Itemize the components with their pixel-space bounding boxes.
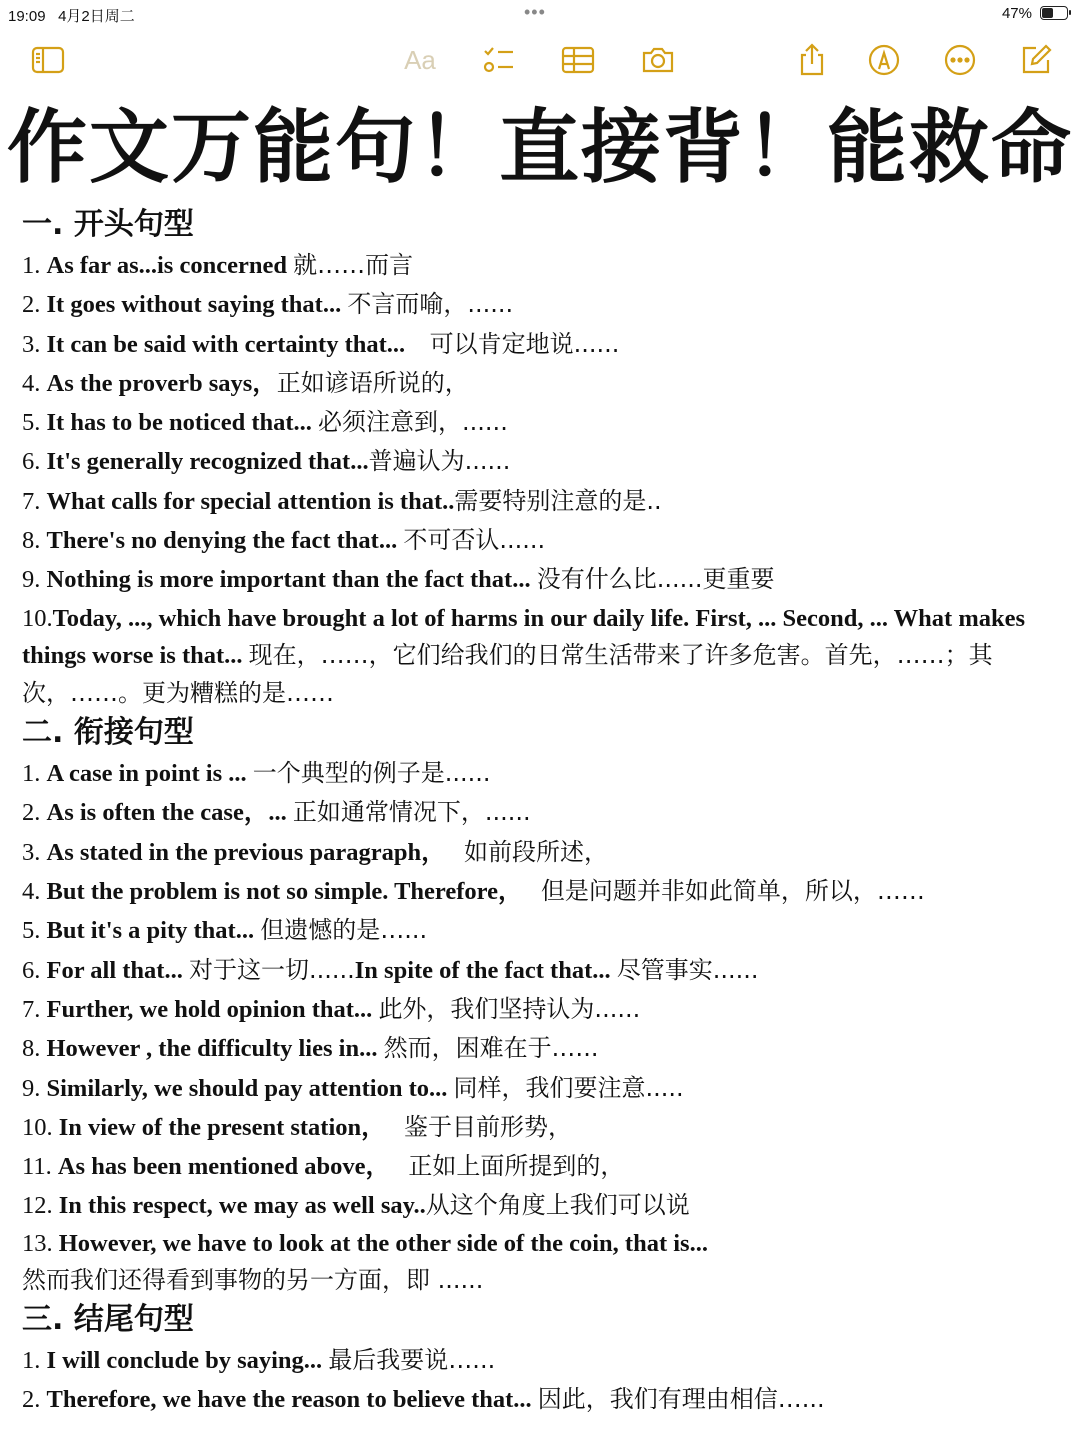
english-phrase: Therefore, we have the reason to believe that... xyxy=(46,1386,532,1414)
compose-icon xyxy=(1018,42,1054,78)
chinese-translation: 如前段所述， xyxy=(463,837,608,866)
chinese-translation: 然而我们还得看到事物的另一方面，即 ...... xyxy=(22,1265,484,1294)
english-phrase: But it's a pity that... xyxy=(46,917,255,945)
english-phrase: In spite of the fact that... xyxy=(354,956,611,984)
english-phrase: There's no denying the fact that... xyxy=(46,527,398,555)
multitasking-dots[interactable]: ••• xyxy=(524,2,546,22)
markup-icon xyxy=(866,42,902,78)
english-phrase: In this respect, we may as well say.. xyxy=(58,1192,426,1220)
item-number: 11. xyxy=(22,1153,52,1181)
list-item xyxy=(22,364,1067,403)
battery-icon xyxy=(1040,6,1068,20)
list-item xyxy=(22,793,1067,832)
item-number: 10. xyxy=(22,1113,53,1141)
sidebar-icon xyxy=(30,42,66,78)
english-phrase: As far as...is concerned xyxy=(46,252,287,279)
item-number: 8. xyxy=(22,527,41,555)
item-number: 1. xyxy=(22,760,41,788)
share-icon xyxy=(794,42,830,78)
item-number: 6. xyxy=(22,956,41,984)
item-number: 9. xyxy=(22,566,41,594)
compose-button[interactable] xyxy=(1016,40,1056,80)
list-item xyxy=(22,951,1067,990)
note-body[interactable] xyxy=(22,204,1067,1419)
format-text-icon: Aa xyxy=(404,44,436,75)
chinese-translation: 没有什么比......更重要 xyxy=(536,565,775,594)
chinese-translation: 但遗憾的是…... xyxy=(260,916,428,945)
chinese-translation: 最后我要说…... xyxy=(328,1345,496,1374)
english-phrase: As stated in the previous paragraph， xyxy=(46,838,446,866)
list-item xyxy=(22,833,1067,872)
item-number: 10. xyxy=(22,604,53,632)
item-number: 4. xyxy=(22,369,41,397)
item-number: 12. xyxy=(22,1192,53,1220)
english-phrase: As has been mentioned above， xyxy=(57,1153,390,1181)
item-number: 6. xyxy=(22,448,41,476)
camera-icon xyxy=(640,42,676,78)
english-phrase: Further, we hold opinion that... xyxy=(46,995,373,1023)
english-phrase: However , the difficulty lies in... xyxy=(46,1035,378,1063)
table-button[interactable] xyxy=(558,40,598,80)
item-number: 5. xyxy=(22,917,41,945)
list-item xyxy=(22,442,1067,481)
list-item xyxy=(22,1380,1067,1419)
item-number: 8. xyxy=(22,1035,41,1063)
list-item xyxy=(22,1108,1067,1147)
battery-percentage: 47% xyxy=(1001,5,1032,22)
list-item xyxy=(22,1186,1067,1225)
list-item xyxy=(22,600,1067,713)
item-number: 7. xyxy=(22,487,41,515)
english-phrase: It has to be noticed that... xyxy=(46,409,312,437)
english-phrase: For all that... xyxy=(46,956,183,984)
chinese-translation: 可以肯定地说...... xyxy=(429,329,620,358)
chinese-translation: 对于这一切...... xyxy=(188,955,355,984)
chinese-translation: 鉴于目前形势， xyxy=(404,1112,573,1141)
chinese-translation: 普遍认为...... xyxy=(368,447,511,476)
chinese-translation: 正如谚语所说的， xyxy=(276,368,469,397)
checklist-icon xyxy=(480,42,516,78)
notes-toolbar xyxy=(0,40,1080,84)
english-phrase: As is often the case，... xyxy=(46,799,287,827)
time-text: 19:09 xyxy=(8,8,46,25)
chinese-translation: 从这个角度上我们可以说 xyxy=(425,1191,690,1220)
item-number: 4. xyxy=(22,878,41,906)
english-phrase: A case in point is ... xyxy=(46,760,247,788)
item-number: 9. xyxy=(22,1074,41,1102)
chinese-translation: 就……而言 xyxy=(293,251,414,279)
list-item xyxy=(22,560,1067,599)
english-phrase: Today, ..., which have brought a lot of harms in our daily life. First, ... Second, ... What makes things worse is that... xyxy=(22,604,1026,670)
list-item xyxy=(22,521,1067,560)
chinese-translation: 正如通常情况下，...... xyxy=(292,798,531,827)
chinese-translation: 必须注意到，...... xyxy=(318,408,508,437)
date-text: 4月2日周二 xyxy=(58,8,135,25)
sidebar-button[interactable] xyxy=(28,40,68,80)
page-title: 作文万能句！直接背！能救命 xyxy=(7,101,1073,194)
english-phrase: Nothing is more important than the fact that... xyxy=(46,566,531,594)
chinese-translation: 因此，我们有理由相信…... xyxy=(537,1385,825,1414)
status-time xyxy=(8,5,135,26)
section-heading: 一. 开头句型 xyxy=(22,207,194,242)
list-item xyxy=(22,482,1067,521)
item-number: 2. xyxy=(22,799,41,827)
chinese-translation: 尽管事实...... xyxy=(616,955,759,984)
more-icon xyxy=(942,42,978,78)
item-number: 1. xyxy=(22,1346,41,1374)
english-phrase: I will conclude by saying... xyxy=(46,1346,323,1374)
english-phrase: What calls for special attention is that.. xyxy=(46,487,455,515)
section-heading: 三. 结尾句型 xyxy=(22,1301,194,1337)
format-text-button[interactable] xyxy=(400,40,440,80)
english-phrase: Similarly, we should pay attention to... xyxy=(46,1074,448,1102)
item-number: 3. xyxy=(22,330,41,358)
share-button[interactable] xyxy=(792,40,832,80)
chinese-translation: 同样，我们要注意..... xyxy=(453,1073,684,1102)
section-heading: 二. 衔接句型 xyxy=(22,715,194,751)
list-item xyxy=(22,911,1067,950)
chinese-translation: 然而，困难在于.….. xyxy=(383,1034,599,1063)
table-icon xyxy=(560,42,596,78)
item-number: 5. xyxy=(22,409,41,437)
list-item xyxy=(22,1341,1067,1380)
status-bar xyxy=(0,0,1080,28)
battery-fill xyxy=(1042,8,1053,18)
item-number: 2. xyxy=(22,291,41,319)
item-number: 3. xyxy=(22,838,41,866)
checklist-button[interactable] xyxy=(478,40,518,80)
list-item xyxy=(22,403,1067,442)
english-phrase: It's generally recognized that... xyxy=(46,448,369,476)
item-number: 2. xyxy=(22,1386,41,1414)
item-number: 1. xyxy=(22,252,41,279)
chinese-translation: 但是问题并非如此简单，所以，…… xyxy=(540,877,925,906)
chinese-translation: 一个典型的例子是...... xyxy=(252,759,491,788)
markup-button[interactable] xyxy=(864,40,904,80)
list-item xyxy=(22,1029,1067,1068)
list-item xyxy=(22,872,1067,911)
chinese-translation: 此外，我们坚持认为...... xyxy=(378,994,641,1023)
item-number: 7. xyxy=(22,995,41,1023)
list-item xyxy=(22,285,1067,324)
chinese-translation: 现在，……，它们给我们的日常生活带来了许多危害。首先，……；其次，……。更为糟糕的是…… xyxy=(22,641,993,707)
item-number: 13. xyxy=(22,1229,53,1257)
camera-button[interactable] xyxy=(638,40,678,80)
list-item xyxy=(22,990,1067,1029)
english-phrase: In view of the present station， xyxy=(58,1113,386,1141)
chinese-translation: 需要特别注意的是.. xyxy=(454,486,662,515)
list-item xyxy=(22,1226,1067,1299)
more-button[interactable] xyxy=(940,40,980,80)
list-item xyxy=(22,1069,1067,1108)
chinese-translation: 正如上面所提到的， xyxy=(408,1152,625,1181)
list-item xyxy=(22,754,1067,793)
english-phrase: It can be said with certainty that... xyxy=(46,330,406,358)
list-item xyxy=(22,246,1067,285)
english-phrase: However, we have to look at the other side of the coin, that is... xyxy=(58,1229,708,1257)
english-phrase: It goes without saying that... xyxy=(46,291,342,319)
chinese-translation: 不言而喻，...... xyxy=(347,290,514,319)
english-phrase: But the problem is not so simple. Therefore， xyxy=(46,878,523,906)
chinese-translation: 不可否认...... xyxy=(403,526,546,555)
list-item xyxy=(22,325,1067,364)
english-phrase: As the proverb says， xyxy=(46,369,277,397)
list-item xyxy=(22,1147,1067,1186)
